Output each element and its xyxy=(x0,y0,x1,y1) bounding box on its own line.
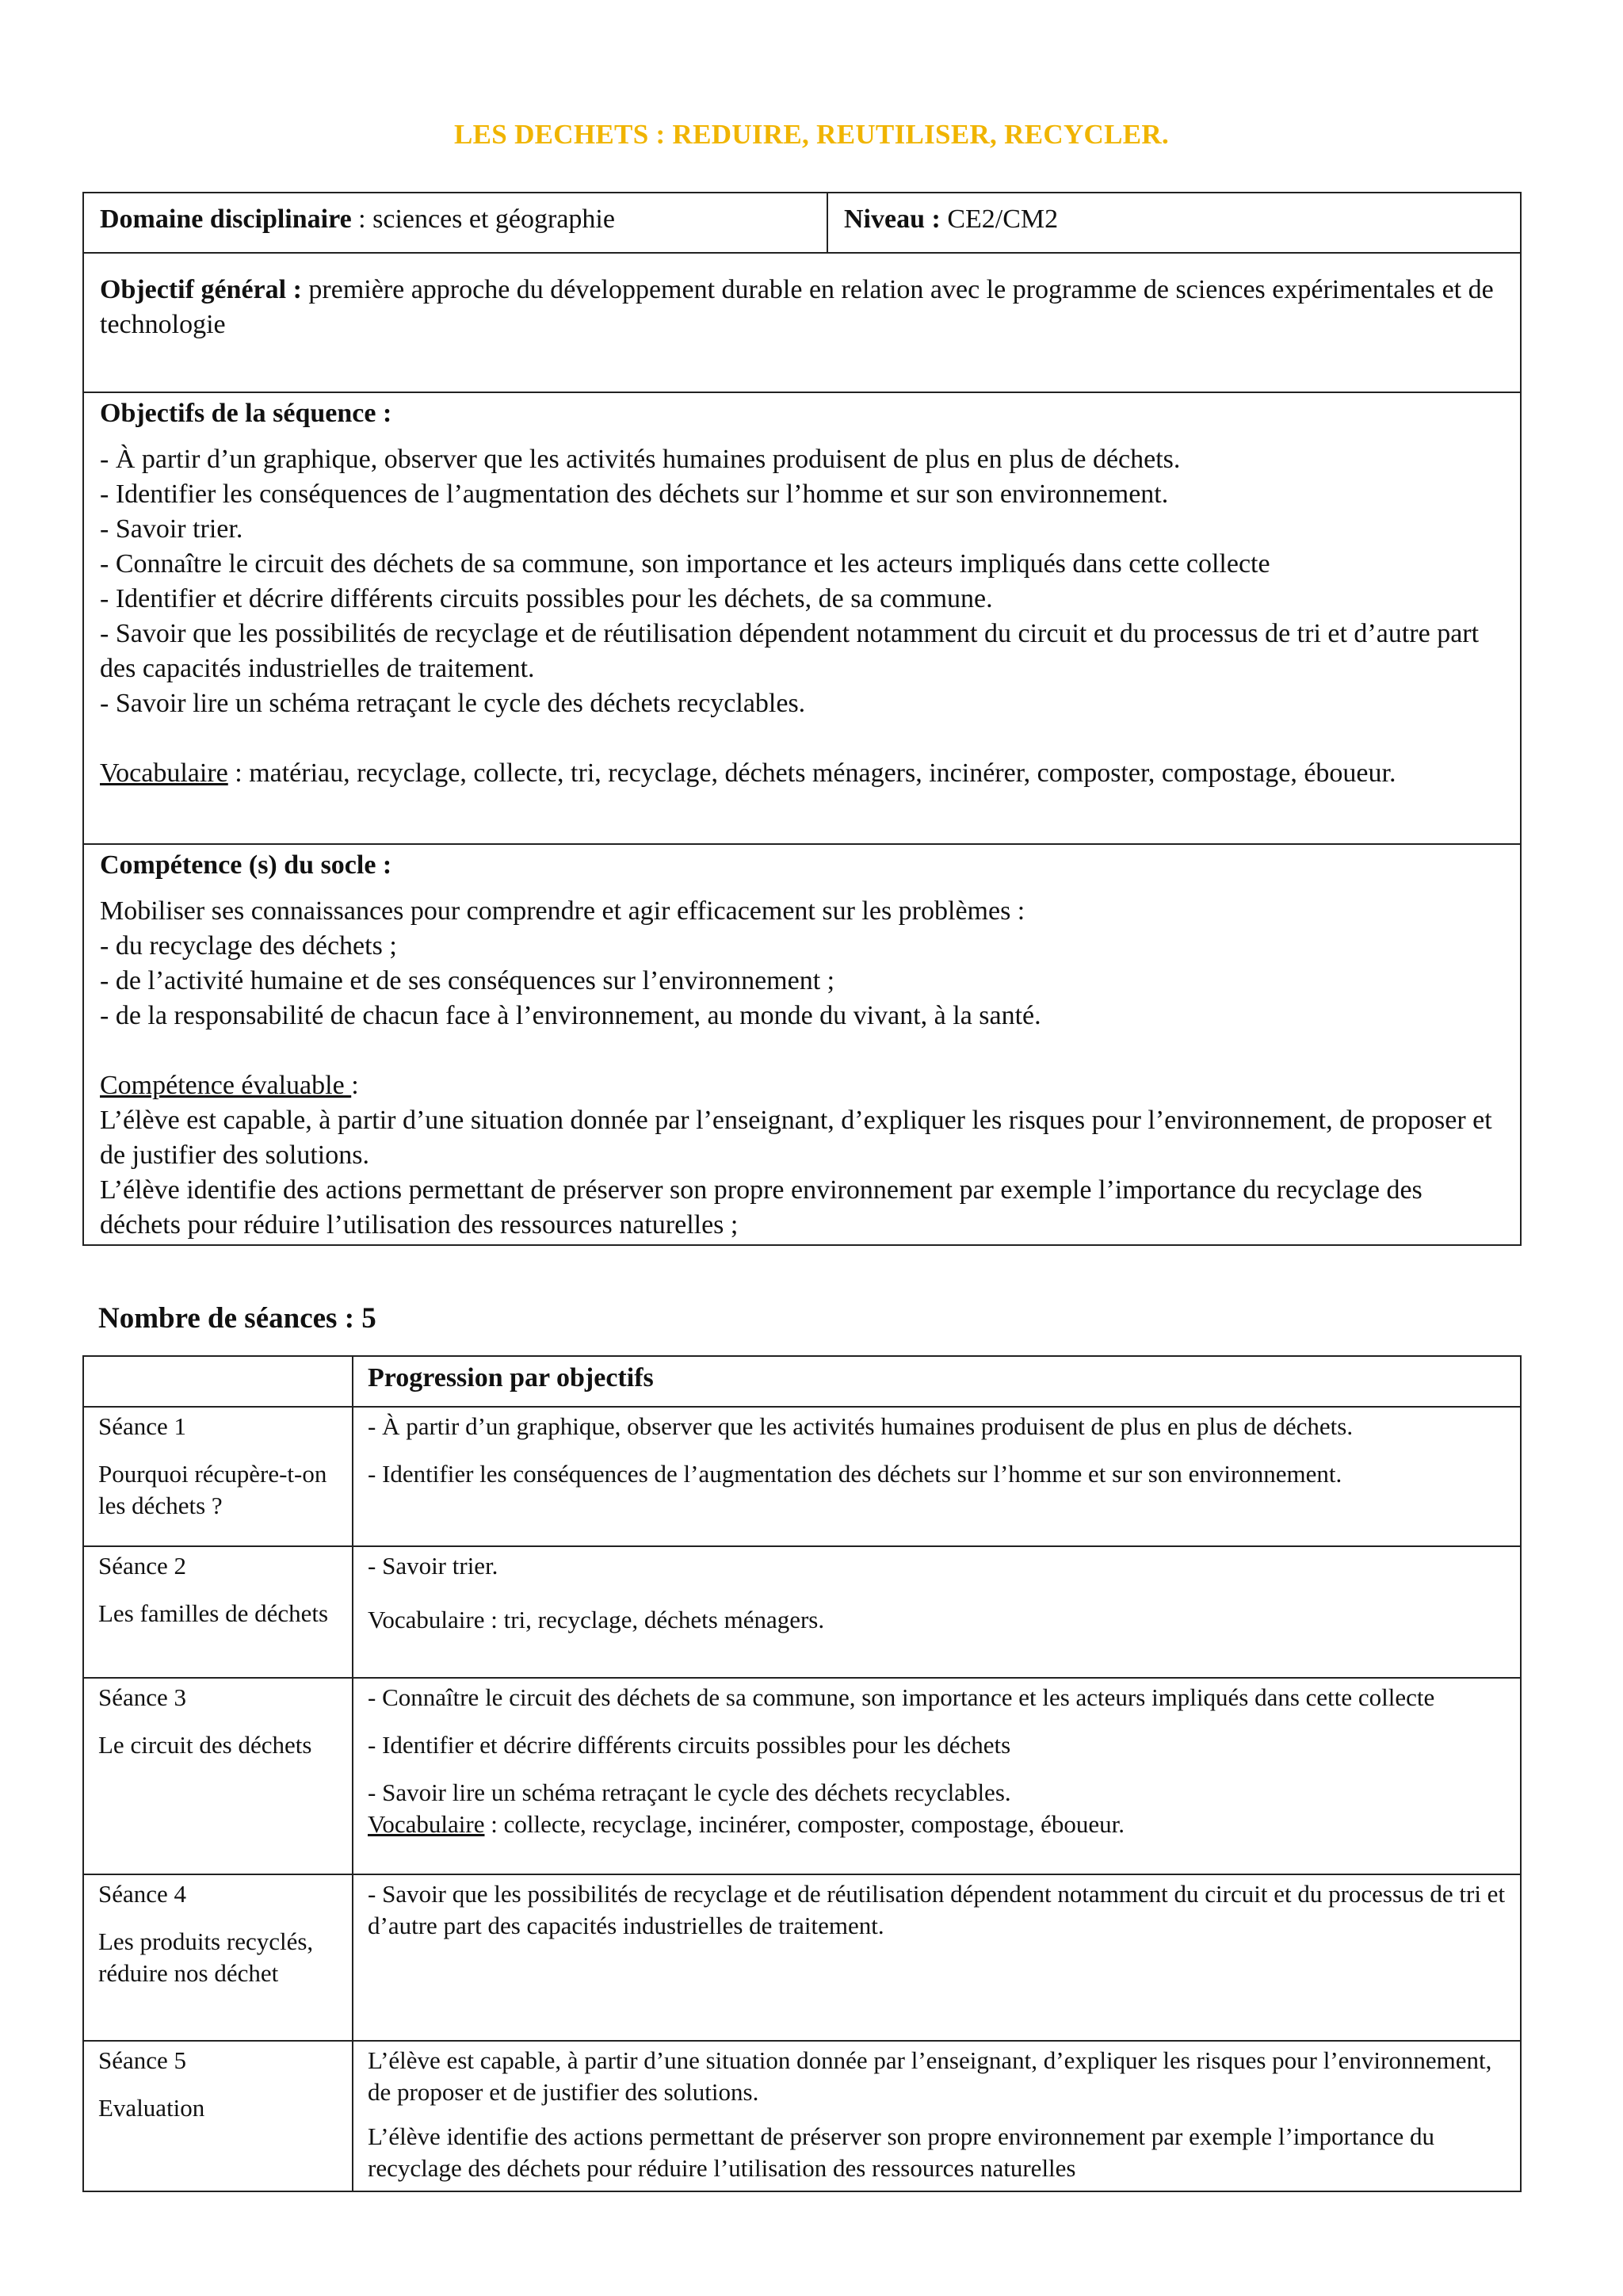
progression-line: - Identifier les conséquences de l’augmentation des déchets sur l’homme et sur son environnement. xyxy=(368,1460,1342,1488)
progression-line: L’élève est capable, à partir d’une situation donnée par l’enseignant, d’expliquer les risques pour l’environnement, de proposer et de justifier des solutions. xyxy=(368,2046,1492,2106)
objectif-general-label: Objectif général : xyxy=(100,275,302,304)
objectif-item: - À partir d’un graphique, observer que les activités humaines produisent de plus en plus de déchets. xyxy=(100,445,1181,474)
competence-evaluable-heading xyxy=(100,1068,1504,1103)
seance-name: Séance 5 xyxy=(98,2046,187,2074)
domaine-label: Domaine disciplinaire xyxy=(100,204,352,234)
niveau-value: CE2/CM2 xyxy=(940,204,1059,234)
progression-cell xyxy=(353,2041,1521,2191)
table-row xyxy=(83,1407,1521,1546)
vocabulaire-block xyxy=(100,756,1504,791)
table-row xyxy=(83,1546,1521,1678)
progression-vocab-label: Vocabulaire xyxy=(368,1810,485,1838)
progression-cell xyxy=(353,1407,1521,1546)
table-header-empty xyxy=(83,1356,353,1407)
seance-name: Séance 3 xyxy=(98,1683,187,1711)
seance-title: Les familles de déchets xyxy=(98,1599,329,1627)
vocabulaire-text: : matériau, recyclage, collecte, tri, recyclage, déchets ménagers, incinérer, composter, compostage, éboueur. xyxy=(227,758,1396,788)
seance-cell xyxy=(83,1874,353,2041)
progression-vocab-text: : collecte, recyclage, incinérer, composter, compostage, éboueur. xyxy=(484,1810,1125,1838)
objectif-item: - Savoir lire un schéma retraçant le cycle des déchets recyclables. xyxy=(100,689,806,718)
domaine-value: : sciences et géographie xyxy=(351,204,615,234)
objectif-item: - Savoir que les possibilités de recyclage et de réutilisation dépendent notamment du circuit et du processus de tri et d’autre part des capacités industrielles de traitement. xyxy=(100,619,1480,683)
progression-line: L’élève identifie des actions permettant de préserver son propre environnement par exemple l’importance du recyclage des déchets pour réduire l’utilisation des ressources naturelles xyxy=(368,2122,1434,2182)
seance-name: Séance 1 xyxy=(98,1412,187,1440)
objectif-item: - Savoir trier. xyxy=(100,514,243,544)
objectif-general-text: première approche du développement durable en relation avec le programme de sciences expérimentales et de technologie xyxy=(100,275,1494,339)
domaine-cell xyxy=(84,193,828,252)
niveau-label: Niveau : xyxy=(844,204,941,234)
competences-intro: Mobiliser ses connaissances pour comprendre et agir efficacement sur les problèmes : xyxy=(100,896,1025,926)
competences-section xyxy=(82,845,1522,1246)
seance-title: Evaluation xyxy=(98,2094,205,2122)
seance-cell xyxy=(83,1678,353,1874)
info-row xyxy=(82,192,1522,254)
competences-heading: Compétence (s) du socle : xyxy=(100,850,392,880)
progression-vocab xyxy=(368,1809,1506,1840)
progression-line: - Savoir que les possibilités de recyclage et de réutilisation dépendent notamment du circuit et du processus de tri et d’autre part des capacités industrielles de traitement. xyxy=(368,1880,1506,1939)
seance-name: Séance 4 xyxy=(98,1880,187,1908)
table-row xyxy=(83,1678,1521,1874)
seance-cell xyxy=(83,2041,353,2191)
progression-table xyxy=(82,1355,1522,2192)
progression-line: - Savoir lire un schéma retraçant le cycle des déchets recyclables. xyxy=(368,1778,1011,1806)
seance-title: Les produits recyclés, réduire nos déchet xyxy=(98,1927,314,1987)
progression-line: - À partir d’un graphique, observer que les activités humaines produisent de plus en plus de déchets. xyxy=(368,1412,1354,1440)
progression-cell xyxy=(353,1874,1521,2041)
progression-line: - Connaître le circuit des déchets de sa commune, son importance et les acteurs impliqués dans cette collecte xyxy=(368,1683,1435,1711)
seance-cell xyxy=(83,1407,353,1546)
objectifs-sequence-section xyxy=(82,393,1522,845)
vocabulaire-label: Vocabulaire xyxy=(100,758,228,788)
objectif-item: - Connaître le circuit des déchets de sa commune, son importance et les acteurs impliqués dans cette collecte xyxy=(100,549,1270,579)
competence-item: - du recyclage des déchets ; xyxy=(100,931,397,961)
competence-evaluable-label: Compétence évaluable xyxy=(100,1071,352,1100)
table-header-row xyxy=(83,1356,1521,1407)
table-header-progression: Progression par objectifs xyxy=(353,1356,1521,1407)
objectif-item: - Identifier et décrire différents circuits possibles pour les déchets, de sa commune. xyxy=(100,584,993,613)
objectif-item: - Identifier les conséquences de l’augmentation des déchets sur l’homme et sur son environnement. xyxy=(100,479,1169,509)
seance-title: Pourquoi récupère-t-on les déchets ? xyxy=(98,1460,327,1519)
table-row xyxy=(83,1874,1521,2041)
seance-cell xyxy=(83,1546,353,1678)
progression-line: - Identifier et décrire différents circuits possibles pour les déchets xyxy=(368,1731,1011,1759)
progression-line: Vocabulaire : tri, recyclage, déchets ménagers. xyxy=(368,1606,825,1633)
niveau-cell xyxy=(828,193,1520,252)
table-row xyxy=(83,2041,1521,2191)
seance-title: Le circuit des déchets xyxy=(98,1731,312,1759)
nombre-seances: Nombre de séances : 5 xyxy=(98,1302,376,1335)
competence-evaluable-item: L’élève identifie des actions permettant de préserver son propre environnement par exemple l’importance du recyclage des déchets pour réduire l’utilisation des ressources naturelles ; xyxy=(100,1175,1423,1240)
progression-line: - Savoir trier. xyxy=(368,1552,498,1580)
competence-item: - de la responsabilité de chacun face à l’environnement, au monde du vivant, à la santé. xyxy=(100,1001,1041,1030)
progression-cell xyxy=(353,1546,1521,1678)
objectif-general-section xyxy=(82,254,1522,393)
competence-evaluable-item: L’élève est capable, à partir d’une situation donnée par l’enseignant, d’expliquer les risques pour l’environnement, de proposer et de justifier des solutions. xyxy=(100,1106,1492,1170)
progression-cell xyxy=(353,1678,1521,1874)
competence-evaluable-colon: : xyxy=(351,1071,359,1100)
competence-item: - de l’activité humaine et de ses conséquences sur l’environnement ; xyxy=(100,966,835,995)
seance-name: Séance 2 xyxy=(98,1552,187,1580)
page-title: LES DECHETS : REDUIRE, REUTILISER, RECYCLER. xyxy=(453,119,1170,150)
objectifs-sequence-heading: Objectifs de la séquence : xyxy=(100,399,392,428)
